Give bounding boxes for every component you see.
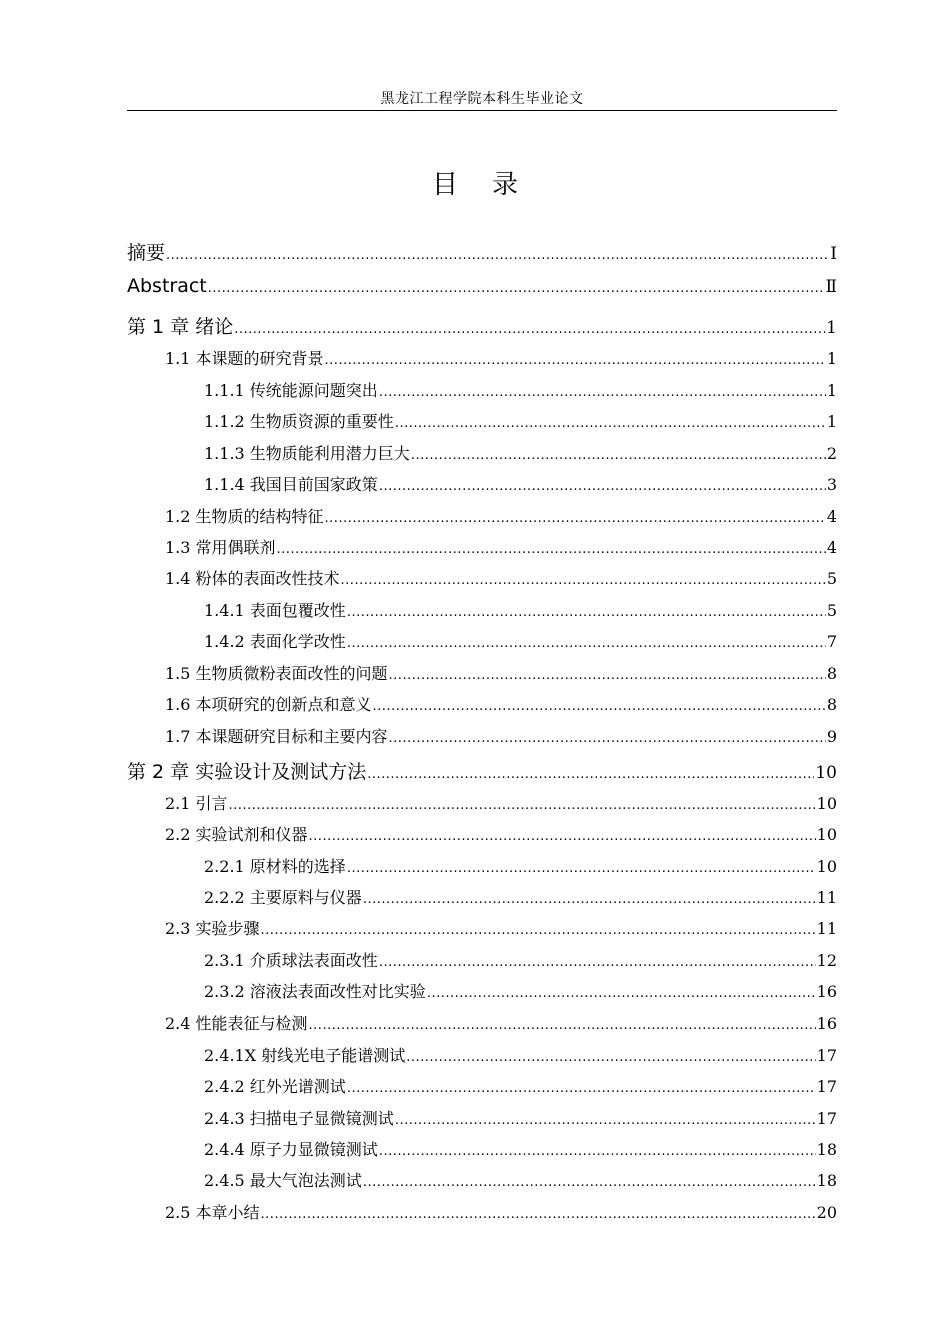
- toc-entry-label: 1.1.1 传统能源问题突出: [204, 381, 378, 400]
- toc-entry-label: 2.3.2 溶液法表面改性对比实验: [204, 982, 426, 1001]
- toc-page-number: 20: [816, 1203, 837, 1222]
- toc-entry[interactable]: [127, 822, 837, 845]
- toc-page-number: 4: [826, 538, 837, 557]
- toc-entry[interactable]: [127, 1011, 837, 1034]
- toc-entry[interactable]: [127, 885, 837, 908]
- toc-page-number: 10: [816, 794, 837, 813]
- toc-dot-leader: [261, 919, 816, 938]
- toc-entry-label: 2.2 实验试剂和仪器: [165, 825, 308, 844]
- toc-dot-leader: [309, 1014, 816, 1033]
- toc-entry-label: 2.2.2 主要原料与仪器: [204, 888, 362, 907]
- toc-dot-leader: [234, 316, 825, 338]
- toc-page-number: 12: [816, 951, 837, 970]
- toc-page-number: 5: [826, 569, 837, 588]
- toc-entry[interactable]: [127, 441, 837, 464]
- toc-entry-label: 1.5 生物质微粉表面改性的问题: [165, 664, 388, 683]
- toc-dot-leader: [379, 475, 826, 494]
- toc-entry[interactable]: [127, 1106, 837, 1129]
- toc-entry[interactable]: [127, 629, 837, 652]
- toc-entry-label: 1.1 本课题的研究背景: [165, 349, 324, 368]
- toc-entry-label: 2.1 引言: [165, 794, 228, 813]
- toc-page-number: 11: [816, 888, 837, 907]
- toc-dot-leader: [347, 1077, 816, 1096]
- toc-entry-label: 1.4 粉体的表面改性技术: [165, 569, 340, 588]
- toc-page-number: Ⅰ: [830, 244, 837, 264]
- toc-dot-leader: [347, 632, 826, 651]
- toc-dot-leader: [395, 1109, 816, 1128]
- toc-page-number: 10: [816, 857, 837, 876]
- toc-page-number: 3: [826, 475, 837, 494]
- toc-entry[interactable]: [127, 854, 837, 877]
- toc-entry[interactable]: [127, 238, 837, 265]
- toc-page-number: 2: [826, 444, 837, 463]
- toc-dot-leader: [261, 1203, 816, 1222]
- toc-entry-label: 2.4 性能表征与检测: [165, 1014, 308, 1033]
- toc-dot-leader: [309, 825, 816, 844]
- toc-page-number: 4: [826, 507, 837, 526]
- toc-entry[interactable]: [127, 535, 837, 558]
- toc-page-number: 16: [816, 982, 837, 1001]
- toc-entry-label: 2.4.5 最大气泡法测试: [204, 1171, 362, 1190]
- toc-page-number: 17: [816, 1046, 837, 1065]
- toc-entry[interactable]: [127, 598, 837, 621]
- toc-entry[interactable]: [127, 346, 837, 369]
- toc-page-number: 8: [826, 664, 837, 683]
- toc-dot-leader: [395, 412, 826, 431]
- toc-page-number: Ⅱ: [825, 277, 837, 297]
- toc-entry-label: 第 1 章 绪论: [127, 316, 234, 338]
- toc-page-number: 1: [826, 381, 837, 400]
- toc-dot-leader: [389, 664, 826, 683]
- toc-entry-label: 2.4.3 扫描电子显微镜测试: [204, 1109, 394, 1128]
- toc-entry-label: 1.6 本项研究的创新点和意义: [165, 695, 372, 714]
- toc-entry-label: 2.3.1 介质球法表面改性: [204, 951, 378, 970]
- toc-entry-label: 2.4.4 原子力显微镜测试: [204, 1140, 378, 1159]
- toc-entry[interactable]: [127, 378, 837, 401]
- toc-dot-leader: [347, 857, 816, 876]
- toc-entry[interactable]: [127, 791, 837, 814]
- toc-dot-leader: [347, 601, 826, 620]
- toc-dot-leader: [411, 444, 826, 463]
- toc-entry-label: 1.1.2 生物质资源的重要性: [204, 412, 394, 431]
- toc-dot-leader: [379, 1140, 816, 1159]
- toc-entry-label: 摘要: [127, 242, 166, 264]
- toc-page-number: 7: [826, 632, 837, 651]
- toc-dot-leader: [325, 349, 826, 368]
- toc-page-number: 9: [826, 727, 837, 746]
- toc-entry[interactable]: [127, 1200, 837, 1223]
- toc-title-char-1: 目: [431, 170, 458, 200]
- toc-entry[interactable]: [127, 504, 837, 527]
- toc-entry-label: 2.4.1X 射线光电子能谱测试: [204, 1046, 406, 1065]
- toc-dot-leader: [325, 507, 826, 526]
- toc-entry[interactable]: [127, 1168, 837, 1191]
- toc-title-char-2: 录: [492, 170, 519, 200]
- toc-entry[interactable]: [127, 409, 837, 432]
- header-rule: [127, 110, 837, 111]
- toc-page-number: 10: [816, 825, 837, 844]
- toc-dot-leader: [406, 1046, 815, 1065]
- toc-entry-label: 1.7 本课题研究目标和主要内容: [165, 727, 388, 746]
- toc-page-number: 10: [815, 763, 837, 783]
- toc-dot-leader: [373, 695, 826, 714]
- page-header: 黑龙江工程学院本科生毕业论文: [380, 91, 584, 107]
- toc-dot-leader: [367, 761, 814, 783]
- toc-dot-leader: [277, 538, 826, 557]
- toc-page-number: 1: [826, 412, 837, 431]
- toc-entry[interactable]: [127, 661, 837, 684]
- toc-page-number: 5: [826, 601, 837, 620]
- toc-entry-label: 2.3 实验步骤: [165, 919, 260, 938]
- toc-entry-label: 2.2.1 原材料的选择: [204, 857, 346, 876]
- toc-entry[interactable]: [127, 1043, 837, 1066]
- toc-entry[interactable]: [127, 566, 837, 589]
- toc-entry[interactable]: [127, 1074, 837, 1097]
- toc-entry[interactable]: [127, 472, 837, 495]
- toc-page-number: 18: [816, 1140, 837, 1159]
- toc-dot-leader: [379, 381, 826, 400]
- toc-dot-leader: [389, 727, 826, 746]
- toc-entry[interactable]: [127, 757, 837, 784]
- toc-page-number: 1: [826, 318, 837, 338]
- toc-dot-leader: [379, 951, 816, 970]
- toc-page-number: 11: [816, 919, 837, 938]
- toc-dot-leader: [363, 888, 816, 907]
- toc-entry-label: 1.1.4 我国目前国家政策: [204, 475, 378, 494]
- toc-title: [0, 164, 950, 201]
- toc-page-number: 17: [816, 1077, 837, 1096]
- toc-entry[interactable]: [127, 275, 837, 297]
- toc-entry-label: 1.4.2 表面化学改性: [204, 632, 346, 651]
- toc-dot-leader: [229, 794, 816, 813]
- toc-entry[interactable]: [127, 1137, 837, 1160]
- toc-dot-leader: [208, 275, 825, 297]
- toc-dot-leader: [166, 242, 829, 264]
- toc-page-number: 16: [816, 1014, 837, 1033]
- toc-entry-label: 1.3 常用偶联剂: [165, 538, 276, 557]
- toc-entry[interactable]: [127, 916, 837, 939]
- toc-entry[interactable]: [127, 979, 837, 1002]
- toc-entry[interactable]: [127, 948, 837, 971]
- toc-page-number: 17: [816, 1109, 837, 1128]
- toc-page-number: 18: [816, 1171, 837, 1190]
- toc-entry-label: 1.4.1 表面包覆改性: [204, 601, 346, 620]
- toc-entry-label: 2.4.2 红外光谱测试: [204, 1077, 346, 1096]
- toc-entry-label: Abstract: [127, 275, 207, 297]
- toc-entry[interactable]: [127, 724, 837, 747]
- toc-entry[interactable]: [127, 312, 837, 339]
- toc-entry-label: 1.1.3 生物质能利用潜力巨大: [204, 444, 410, 463]
- toc-page-number: 8: [826, 695, 837, 714]
- toc-dot-leader: [363, 1171, 816, 1190]
- toc-dot-leader: [427, 982, 816, 1001]
- toc-entry[interactable]: [127, 692, 837, 715]
- toc-entry-label: 1.2 生物质的结构特征: [165, 507, 324, 526]
- toc-entry-label: 第 2 章 实验设计及测试方法: [127, 761, 367, 783]
- toc-page-number: 1: [826, 349, 837, 368]
- toc-entry-label: 2.5 本章小结: [165, 1203, 260, 1222]
- toc-dot-leader: [341, 569, 826, 588]
